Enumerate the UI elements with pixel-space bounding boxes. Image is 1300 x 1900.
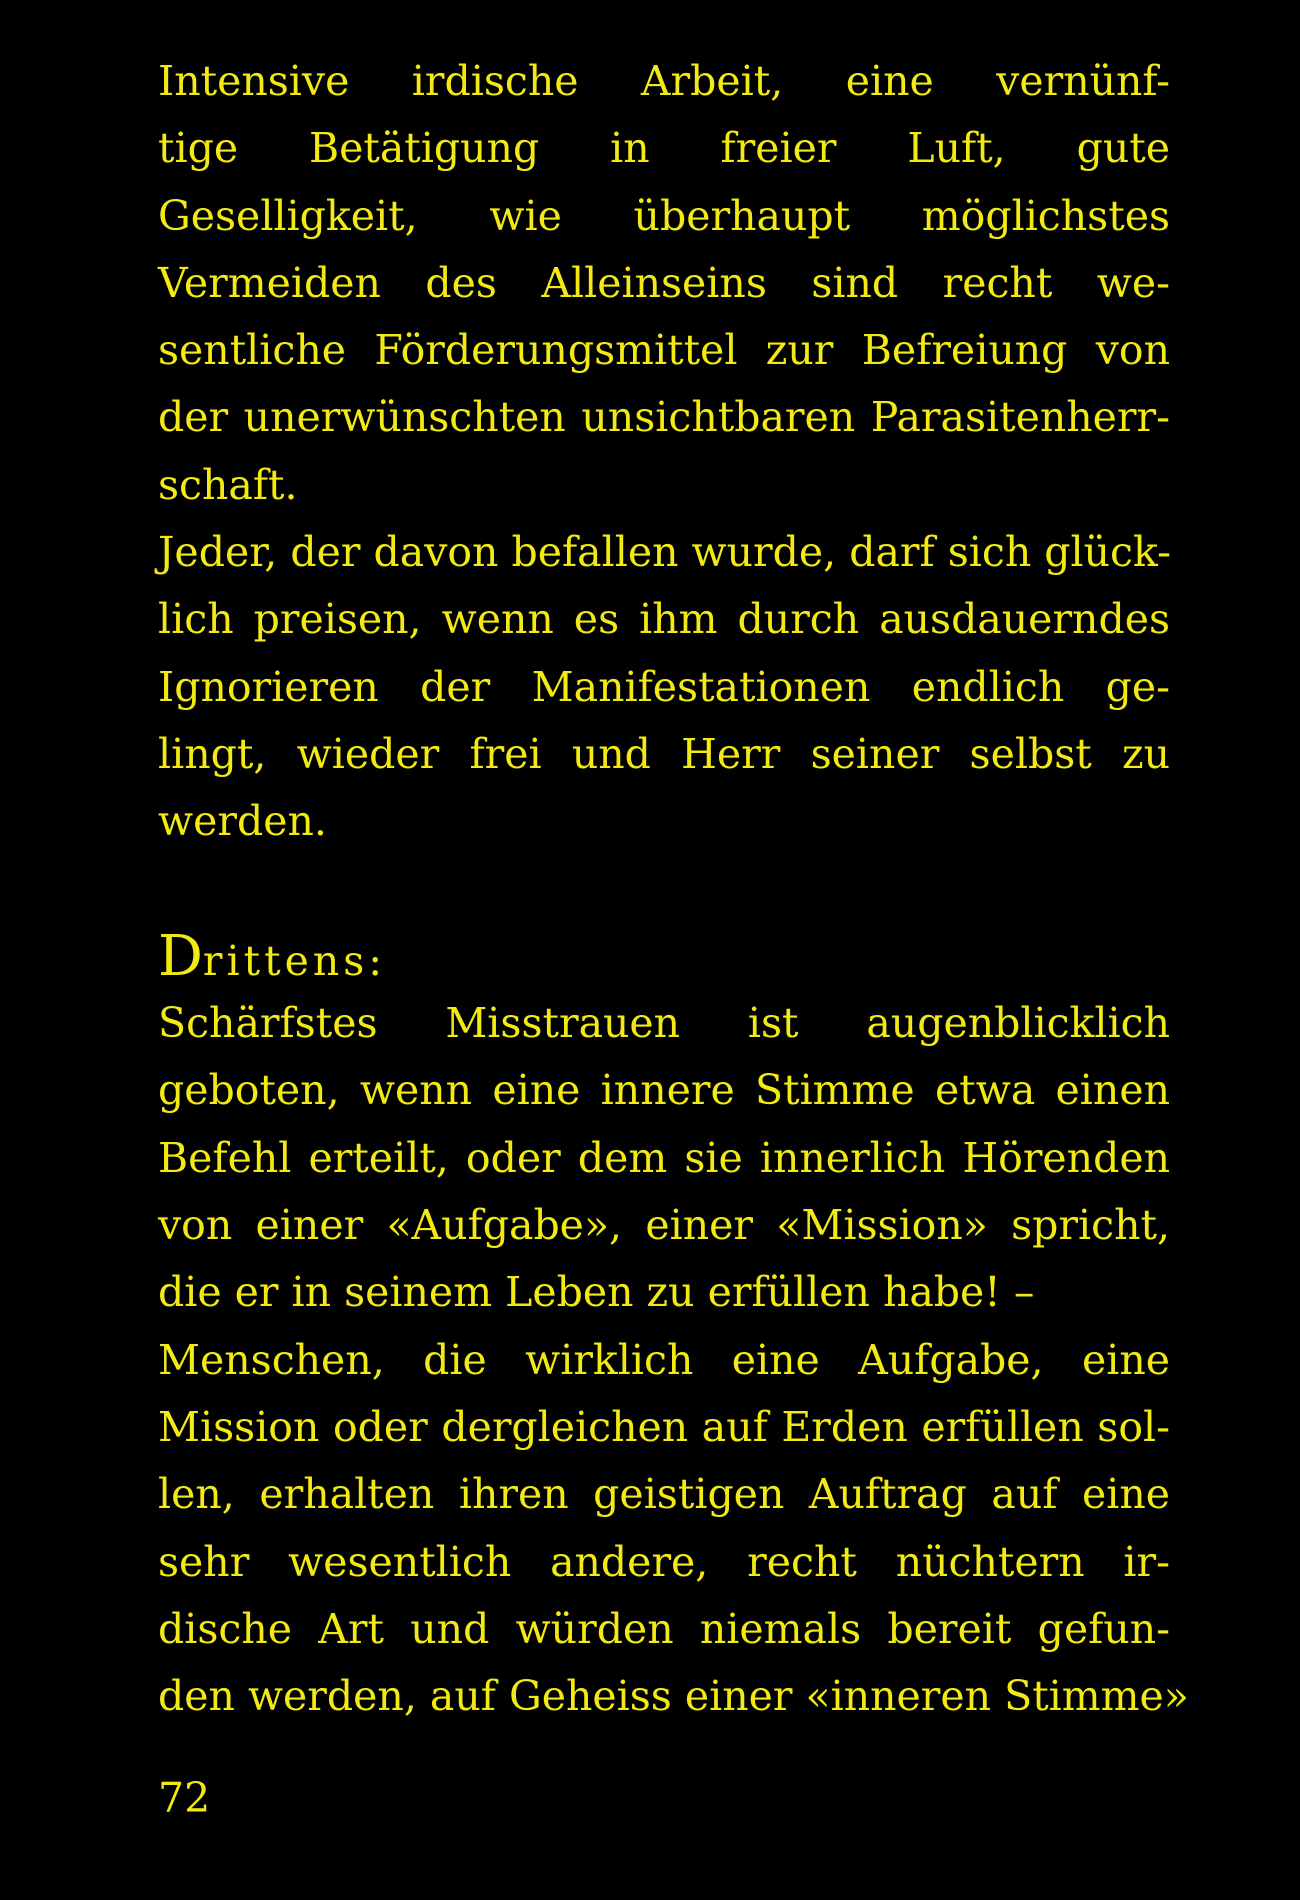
text-line: tige Betätigung in freier Luft, gute: [158, 124, 1170, 173]
text-line: Schärfstes Misstrauen ist augenblicklich: [158, 999, 1170, 1048]
text-line: geboten, wenn eine innere Stimme etwa einen: [158, 1066, 1170, 1115]
text-line: schaft.: [158, 460, 298, 509]
heading-rest: rittens:: [202, 936, 387, 985]
text-line: lich preisen, wenn es ihm durch ausdauerndes: [158, 595, 1170, 644]
text-line: Befehl erteilt, oder dem sie innerlich Hörenden: [158, 1133, 1170, 1182]
text-line: sehr wesentlich andere, recht nüchtern ir-: [158, 1537, 1170, 1586]
text-line: Mission oder dergleichen auf Erden erfüllen sol-: [158, 1402, 1170, 1451]
text-line: von einer «Aufgabe», einer «Mission» spricht,: [158, 1201, 1170, 1250]
text-line: Menschen, die wirklich eine Aufgabe, eine: [158, 1335, 1170, 1384]
text-line: Intensive irdische Arbeit, eine vernünf-: [158, 57, 1170, 105]
paragraph-3: [158, 990, 1189, 1730]
text-line: Vermeiden des Alleinseins sind recht we-: [158, 258, 1170, 307]
text-line: Jeder, der davon befallen wurde, darf sich glück-: [158, 528, 1171, 577]
text-line: len, erhalten ihren geistigen Auftrag auf eine: [158, 1470, 1170, 1519]
text-line: lingt, wieder frei und Herr seiner selbst zu: [158, 729, 1170, 778]
paragraph-1: [158, 48, 1170, 519]
text-line: Geselligkeit, wie überhaupt möglichstes: [158, 191, 1170, 240]
text-line: die er in seinem Leben zu erfüllen habe! –: [158, 1268, 1035, 1317]
text-line: den werden, auf Geheiss einer «inneren Stimme»: [158, 1672, 1189, 1721]
paragraph-2: [158, 519, 1170, 855]
page-text: [158, 48, 1189, 1730]
text-line: werden.: [158, 797, 327, 846]
text-line: Ignorieren der Manifestationen endlich ge-: [158, 662, 1170, 711]
page-number: 72: [158, 1774, 211, 1822]
text-line: der unerwünschten unsichtbaren Parasitenherr-: [158, 393, 1170, 442]
blank-line: [158, 856, 1170, 923]
text-line: sentliche Förderungsmittel zur Befreiung von: [158, 326, 1170, 375]
section-heading: [158, 923, 1170, 990]
heading-initial: D: [158, 923, 203, 989]
text-line: dische Art und würden niemals bereit gefun-: [158, 1604, 1170, 1653]
